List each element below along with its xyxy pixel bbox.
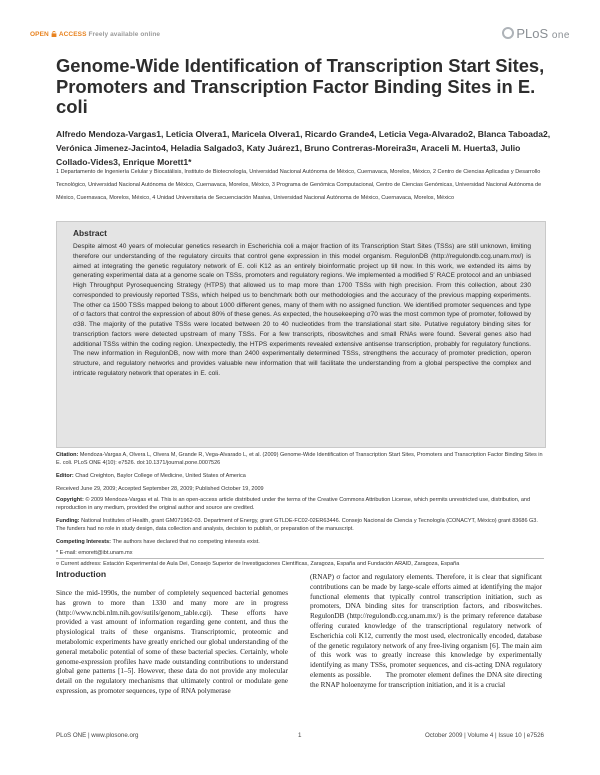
open-access-lock-icon xyxy=(51,31,57,37)
abstract-heading: Abstract xyxy=(73,228,107,238)
introduction-heading: Introduction xyxy=(56,569,107,579)
divider xyxy=(56,558,544,559)
current-address-line: ¤ Current address: Estación Experimental de Aula Dei, Consejo Superior de Investigaciones Científicas, Zaragoza, España and Fundación ARAID, Zaragoza, España xyxy=(56,561,460,567)
footer-issue: October 2009 | Volume 4 | Issue 10 | e7526 xyxy=(424,732,544,739)
footer-page-number: 1 xyxy=(298,732,302,739)
open-label: OPEN xyxy=(30,31,49,38)
journal-logo: PLoS one xyxy=(502,26,570,41)
article-title: Genome-Wide Identification of Transcription Start Sites, Promoters and Transcription Factor Binding Sites in E. coli xyxy=(56,55,545,117)
author-list: Alfredo Mendoza-Vargas1, Leticia Olvera1, Maricela Olvera1, Ricardo Grande4, Leticia Vega-Alvarado2, Blanca Taboada2, Verónica Jimenez-Jacinto4, Heladia Salgado3, Katy Juárez1, Bruno Contreras-Moreira3¤, Araceli M. Huerta3, Julio Collado-Vides3, Enrique Morett1* xyxy=(56,129,551,167)
citation-line: Citation: Mendoza-Vargas A, Olvera L, Olvera M, Grande R, Vega-Alvarado L, et al. (2009) Genome-Wide Identification of Transcription Start Sites, Promoters and Transcription Factor Binding Sites in E. coli. PLoS ONE 4(10): e7526. doi:10.1371/journal.pone.0007526 xyxy=(56,452,543,466)
freely-available-label: Freely available online xyxy=(88,31,161,38)
email-line[interactable]: * E-mail: emorett@ibt.unam.mx xyxy=(56,550,133,556)
copyright-line: Copyright: © 2009 Mendoza-Vargas et al. This is an open-access article distributed under the terms of the Creative Commons Attribution License, which permits unrestricted use, distribution, and reproduction in any medium, provided the original author and source are credited. xyxy=(56,497,531,511)
footer-journal[interactable]: PLoS ONE | www.plosone.org xyxy=(56,732,139,739)
access-label: ACCESS xyxy=(58,31,87,38)
editor-line: Editor: Chad Creighton, Baylor College of Medicine, United States of America xyxy=(56,473,246,479)
affiliations: 1 Departamento de Ingeniería Celular y Biocatálisis, Instituto de Biotecnología, Universidad Nacional Autónoma de México, Cuernavaca, Morelos, México, 2 Centro de Ciencias Aplicadas y Desarrollo Tecnológico, Universidad Nacional Autónoma de México, Cuernavaca, Morelos, México, 3 Programa de Genómica Computacional, Centro de Ciencias Genómicas, Universidad Nacional Autónoma de México, Cuernavaca, Morelos, México, 4 Unidad Universitaria de Secuenciación Masiva, Universidad Nacional Autónoma de México, Cuernavaca, Morelos, México xyxy=(56,169,542,201)
competing-interests-line: Competing Interests: The authors have declared that no competing interests exist. xyxy=(56,539,260,545)
logo-ring-icon xyxy=(502,27,514,39)
open-access-badge xyxy=(30,31,160,38)
abstract-text: Despite almost 40 years of molecular genetics research in Escherichia coli a major fraction of its Transcription Start Sites (TSSs) are still unknown, limiting therefore our understanding of the regulatory circuits that control gene expression in this model organism. RegulonDB (http://regulondb.ccg.unam.mx/) is aimed at integrating the genetic regulatory network of E. coli K12 as an entirely bioinformatic project up till now. In this work, we extended its aims by generating experimental data at a genome scale on TSSs, promoters and regulatory regions. We implemented a modified 5′ RACE protocol and an unbiased High Throughput Pyrosequencing Strategy (HTPS) that allowed us to map more than 1700 TSSs with high precision. From this collection, about 230 corresponded to previously reported TSSs, which helped us to benchmark both our methodologies and the accuracy of the previous mapping experiments. The other ca 1500 TSSs mapped belong to about 1000 different genes, many of them with no assigned function. We identified promoter sequences and type of σ factors that control the expression of about 80% of these genes. As expected, the housekeeping σ70 was the most common type of promoter, followed by σ38. The majority of the putative TSSs were located between 20 to 40 nucleotides from the translational start site. Putative regulatory binding sites for transcription factors were detected upstream of many TSSs. For a few transcripts, riboswitches and small RNAs were found. Several genes also had additional TSSs within the coding region. Unexpectedly, the HTPS experiments revealed extensive antisense transcription, probably for regulatory functions. The new information in RegulonDB, now with more than 2400 experimentally determined TSSs, strengthens the accuracy of promoter prediction, operon structure, and regulatory networks and provides valuable new information that will facilitate the understanding from a global perspective the complex and intricate regulatory network that operates in E. coli. xyxy=(73,243,531,377)
intro-column-right: (RNAP) σ factor and regulatory elements. Therefore, it is clear that significant contributions can be made by large-scale efforts aimed at identifying the major functional elements that typically control transcription initiation, such as promoters, DNA binding sites for transcription factors, and riboswitches. RegulonDB (http://regulondb.ccg.unam.mx/) is the primary reference database offering curated knowledge of the transcriptional regulatory network of Escherichia coli K12, currently the most used, electronically encoded, database of the genetic regulatory network of any free-living organism [6]. The main aim of this work was to greatly increase this knowledge by experimentally identifying as many TSSs, promoter sequences, and cis-acting DNA regulatory elements as possible. The promoter element defines the DNA site directing the RNAP holoenzyme for transcription initiation, and it is a crucial xyxy=(310,573,542,689)
funding-line: Funding: National Institutes of Health, grant GM071962-03. Department of Energy, grant GTLDE-FC02-02ER63446. Consejo Nacional de Ciencia y Tecnología (CONACYT, México) grant 83686 G3. The funders had no role in study design, data collection and analysis, decision to publish, or preparation of the manuscript. xyxy=(56,518,538,532)
intro-column-left: Since the mid-1990s, the number of completely sequenced bacterial genomes has grown to more than 1330 and many more are in progress (http://www.ncbi.nlm.nih.gov/sutils/genom_table.cgi). These efforts have provided a vast amount of information regarding gene content, and thus the physiological traits of these organisms. Transcriptomic, proteomic and metabolomic experiments have greatly enriched our global understanding of the general metabolic potential of some of these bacterial species. Certainly, whole genome-expression profiles have made outstanding contributions to understand global gene patterns [1–5]. However, these data do not provide any molecular detail on the regulatory mechanisms that ultimately control or modulate gene expression, as promoter sequences, type of RNA polymerase xyxy=(56,589,288,695)
dates-line: Received June 29, 2009; Accepted September 28, 2009; Published October 19, 2009 xyxy=(56,486,264,492)
